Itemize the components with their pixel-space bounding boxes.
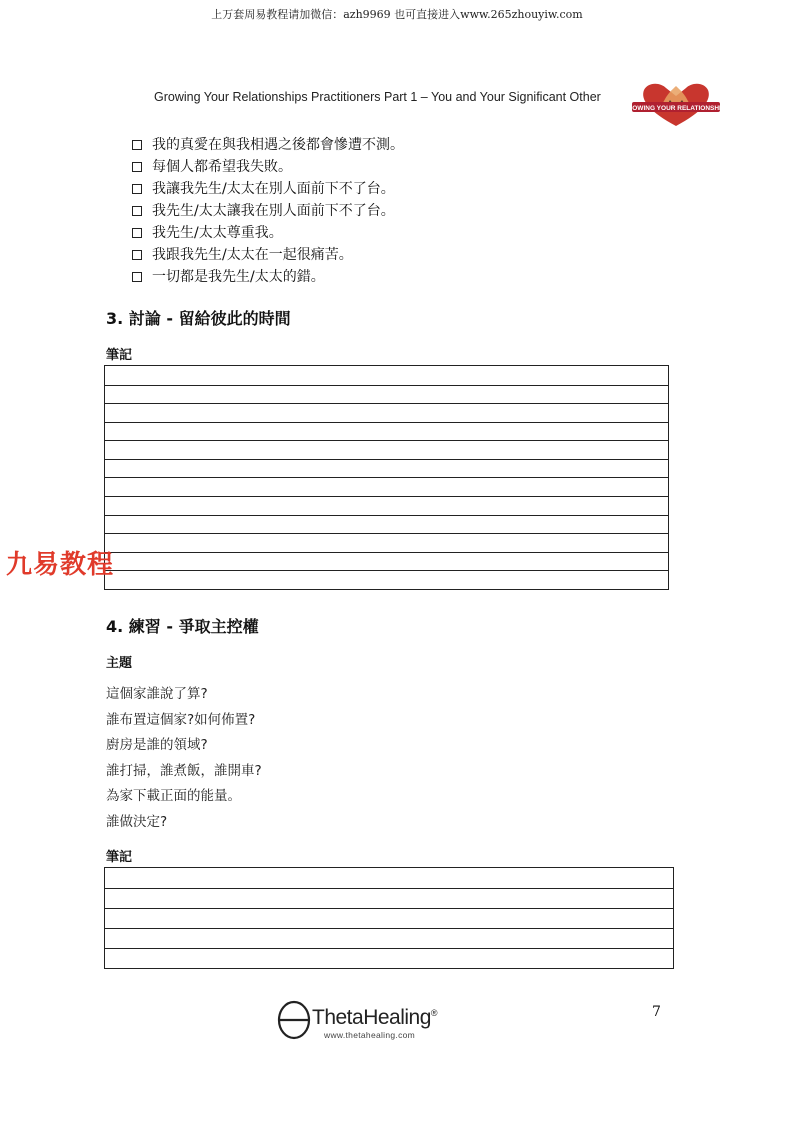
notes-row[interactable]	[105, 440, 668, 459]
growing-relationships-logo	[622, 80, 730, 128]
theta-symbol-icon	[276, 1000, 312, 1040]
checklist-item[interactable]	[132, 222, 404, 244]
notes-row[interactable]	[105, 552, 668, 571]
notes-row[interactable]	[105, 888, 673, 908]
checklist-item-label: 我先生/太太尊重我。	[152, 225, 283, 241]
checklist-item[interactable]	[132, 266, 404, 288]
checklist-item[interactable]	[132, 178, 404, 200]
checkbox-icon[interactable]	[132, 162, 142, 172]
page-number: 7	[652, 1004, 661, 1020]
checkbox-icon[interactable]	[132, 206, 142, 216]
thetahealing-logo	[276, 998, 466, 1044]
brand-wordmark: ThetaHealing®	[312, 1006, 438, 1029]
page-header-title: Growing Your Relationships Practitioners Part 1 – You and Your Significant Other	[154, 90, 601, 104]
notes-row[interactable]	[105, 533, 668, 552]
checklist-item-label: 我讓我先生/太太在別人面前下不了台。	[152, 181, 395, 197]
section-3-notes-table[interactable]	[104, 365, 669, 590]
checklist-item-label: 一切都是我先生/太太的錯。	[152, 269, 325, 285]
topic-item: 誰做決定?	[106, 813, 168, 830]
notes-row[interactable]	[105, 366, 668, 385]
checklist-item-label: 我的真愛在與我相遇之後都會慘遭不測。	[152, 137, 404, 153]
section-4-notes-table[interactable]	[104, 867, 674, 969]
notes-row[interactable]	[105, 496, 668, 515]
checkbox-icon[interactable]	[132, 140, 142, 150]
checkbox-icon[interactable]	[132, 228, 142, 238]
notes-row[interactable]	[105, 422, 668, 441]
top-banner: 上万套周易教程请加微信：azh9969 也可直接进入www.265zhouyiw.com	[211, 8, 583, 21]
notes-row[interactable]	[105, 868, 673, 888]
checklist-item[interactable]	[132, 156, 404, 178]
section-3-heading: 3. 討論 - 留給彼此的時間	[106, 309, 291, 328]
topic-item: 誰布置這個家?如何佈置?	[106, 711, 256, 728]
section-4-notes-label: 筆記	[106, 850, 133, 865]
section-4-heading: 4. 練習 - 爭取主控權	[106, 617, 259, 636]
checklist-item[interactable]	[132, 200, 404, 222]
watermark: 九易教程	[6, 550, 115, 580]
checklist-item-label: 每個人都希望我失敗。	[152, 159, 292, 175]
notes-row[interactable]	[105, 570, 668, 589]
checkbox-icon[interactable]	[132, 250, 142, 260]
logo-text: GROWING YOUR RELATIONSHIPS	[622, 105, 730, 112]
notes-row[interactable]	[105, 403, 668, 422]
notes-row[interactable]	[105, 908, 673, 928]
checklist-item[interactable]	[132, 244, 404, 266]
notes-row[interactable]	[105, 385, 668, 404]
topic-item: 廚房是誰的領域?	[106, 737, 208, 753]
checklist-item[interactable]	[132, 134, 404, 156]
brand-url[interactable]: www.thetahealing.com	[324, 1030, 416, 1040]
notes-row[interactable]	[105, 948, 673, 968]
topic-list	[106, 684, 262, 837]
topic-item: 為家下載正面的能量。	[106, 788, 241, 804]
notes-row[interactable]	[105, 459, 668, 478]
belief-checklist	[132, 134, 404, 288]
checkbox-icon[interactable]	[132, 184, 142, 194]
notes-row[interactable]	[105, 477, 668, 496]
checklist-item-label: 我跟我先生/太太在一起很痛苦。	[152, 247, 353, 263]
topic-item: 這個家誰說了算?	[106, 686, 208, 702]
notes-row[interactable]	[105, 515, 668, 534]
topic-item: 誰打掃，誰煮飯，誰開車?	[106, 762, 262, 779]
section-3-notes-label: 筆記	[106, 348, 133, 363]
section-4-topic-label: 主題	[106, 656, 133, 671]
checklist-item-label: 我先生/太太讓我在別人面前下不了台。	[152, 203, 395, 219]
checkbox-icon[interactable]	[132, 272, 142, 282]
notes-row[interactable]	[105, 928, 673, 948]
